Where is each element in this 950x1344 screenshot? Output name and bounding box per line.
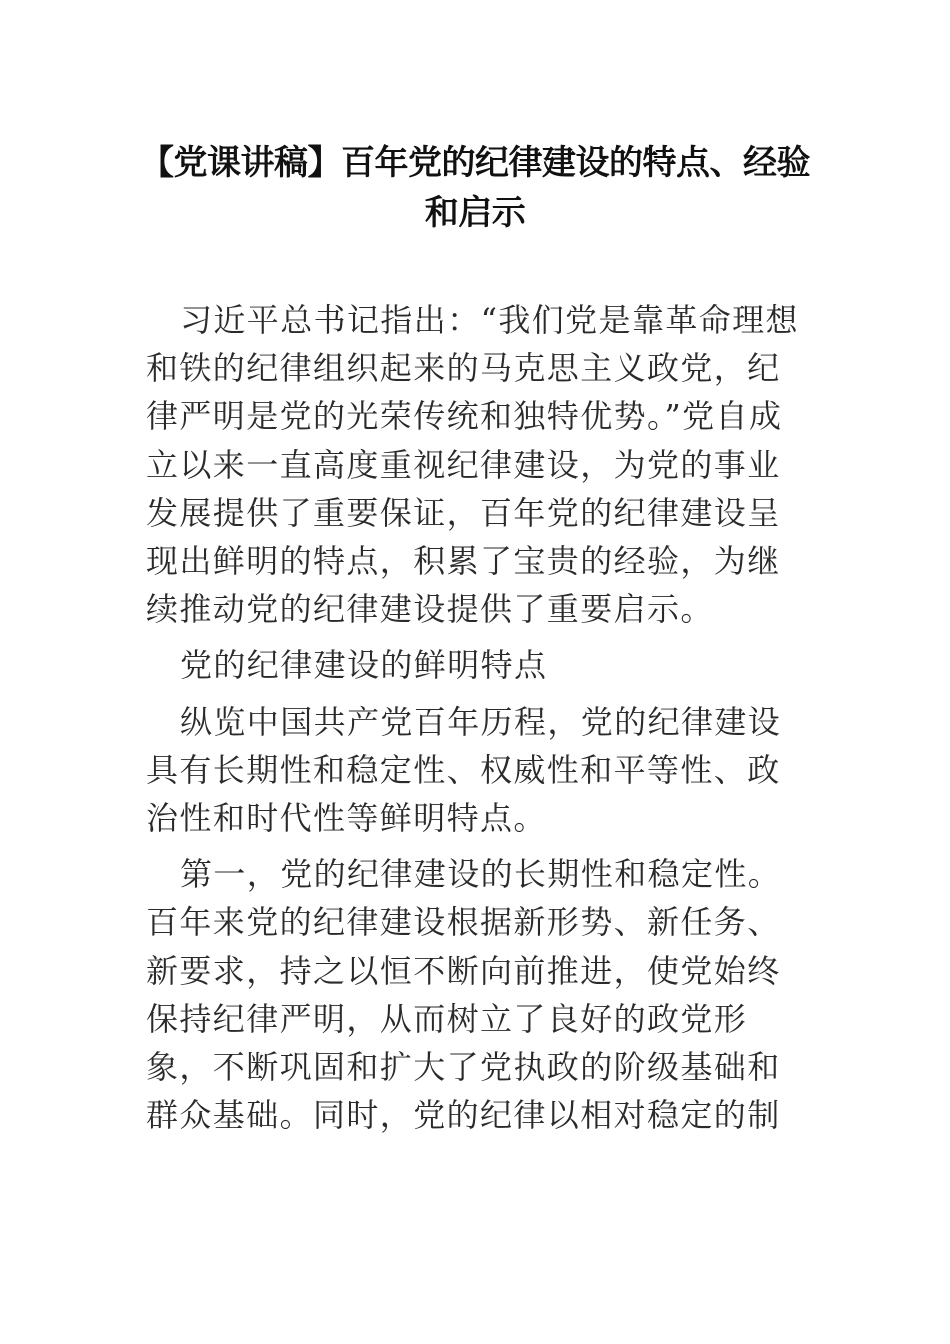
section-heading bbox=[146, 641, 810, 689]
paragraph-first-point bbox=[146, 850, 810, 1139]
title-line: 【党课讲稿】百年党的纪律建设的特点、经验 bbox=[140, 143, 810, 183]
text-line: 发展提供了重要保证，百年党的纪律建设呈 bbox=[146, 493, 781, 532]
page-title bbox=[120, 138, 830, 238]
text-line: 保持纪律严明，从而树立了良好的政党形 bbox=[146, 999, 748, 1038]
text-line: 新要求，持之以恒不断向前推进，使党始终 bbox=[146, 951, 781, 990]
text-line: 现出鲜明的特点，积累了宝贵的经验，为继 bbox=[146, 542, 781, 581]
text-line: 习近平总书记指出：“我们党是靠革命理想 bbox=[180, 301, 799, 339]
document-body bbox=[146, 296, 810, 1139]
text-line: 具有长期性和稳定性、权威性和平等性、政 bbox=[146, 750, 781, 789]
text-line: 立以来一直高度重视纪律建设，为党的事业 bbox=[146, 445, 781, 484]
text-line: 律严明是党的光荣传统和独特优势。”党自成 bbox=[146, 397, 783, 436]
paragraph-intro bbox=[146, 296, 810, 633]
text-line: 群众基础。同时，党的纪律以相对稳定的制 bbox=[146, 1096, 781, 1135]
text-line: 第一，党的纪律建设的长期性和稳定性。 bbox=[180, 855, 782, 894]
text-line: 纵览中国共产党百年历程，党的纪律建设 bbox=[180, 702, 782, 741]
text-line: 象，不断巩固和扩大了党执政的阶级基础和 bbox=[146, 1048, 781, 1087]
text-line: 百年来党的纪律建设根据新形势、新任务、 bbox=[146, 903, 781, 942]
text-line: 党的纪律建设的鲜明特点 bbox=[180, 646, 548, 685]
title-line: 和启示 bbox=[424, 193, 526, 233]
text-line: 治性和时代性等鲜明特点。 bbox=[146, 799, 547, 838]
text-line: 续推动党的纪律建设提供了重要启示。 bbox=[146, 590, 714, 629]
paragraph-overview bbox=[146, 698, 810, 843]
text-line: 和铁的纪律组织起来的马克思主义政党，纪 bbox=[146, 349, 781, 388]
